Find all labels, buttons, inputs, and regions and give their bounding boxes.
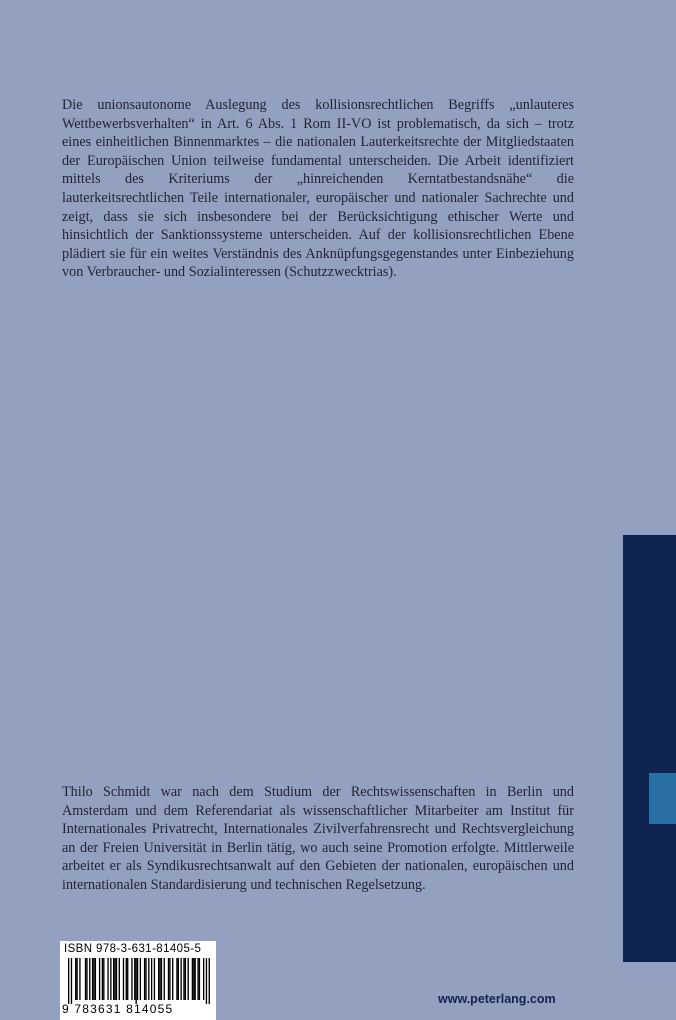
barcode-bar [178,958,179,1000]
barcode-bar [113,958,114,1000]
barcode-bars [68,958,210,1004]
barcode-bar [92,958,93,1000]
barcode-bar [71,958,72,1004]
barcode-bar [86,958,87,1000]
barcode-bar [192,958,193,1000]
barcode-bar [126,958,127,1000]
barcode-bar [193,958,194,1000]
barcode-bar [137,958,138,1000]
barcode-bar [169,958,170,1000]
barcode-bar [89,958,90,1000]
barcode-bar [172,958,173,1000]
barcode-bar [103,958,104,1000]
barcode-bar [188,958,189,1000]
barcode-bar [116,958,117,1000]
barcode-bar [168,958,169,1000]
barcode-bar [159,958,160,1000]
barcode-bar [75,958,76,1000]
barcode-bar [164,958,165,1000]
barcode-bar [99,958,100,1000]
barcode-bar [180,958,181,1000]
barcode-bar [114,958,115,1000]
barcode-bar [95,958,96,1000]
author-biography: Thilo Schmidt war nach dem Studium der Rechtswissenschaften in Berlin und Amsterdam und dem Referendariat als wissenschaftlicher Mitarbeiter am Institut für Internationales Privatrecht, Internationales Zivilverfahrensrecht und Rechtsvergleichung an der Freien Universität in Berlin tätig, wo auch seine Promotion erfolgte. Mittlerweile arbeitet er als Syndikusrechtsanwalt auf den Gebieten der nationalen, europäischen und internationalen Standardisierung und technischen Regelsetzung. [62,784,574,893]
barcode-bar [79,958,80,1000]
barcode-bar [119,958,120,1000]
barcode-digits: 9 783631 814055 [62,1002,174,1016]
isbn-barcode [60,941,216,1020]
barcode-bar [183,958,184,1000]
barcode-bar [176,958,177,1000]
barcode-bar [131,958,132,1000]
barcode-bar [151,958,152,1000]
barcode-bar [199,958,200,1000]
barcode-bar [85,958,86,1000]
decorative-band-light [649,773,676,824]
barcode-bar [107,958,108,1000]
barcode-bar [158,958,159,1000]
barcode-bar [161,958,162,1000]
barcode-bar [203,958,204,1000]
barcode-bar [76,958,77,1000]
barcode-bar [209,958,210,1004]
barcode-bar [93,958,94,1000]
barcode-bar [197,958,198,1000]
barcode-bar [195,958,196,1000]
barcode-bar [144,958,145,1000]
barcode-bar [68,958,69,1004]
barcode-bar [123,958,124,1000]
isbn-label: ISBN 978-3-631-81405-5 [64,943,202,955]
barcode-bar [206,958,207,1004]
barcode-bar [102,958,103,1000]
barcode-bar [154,958,155,1000]
decorative-band-dark [623,535,676,962]
barcode-bar [148,958,149,1000]
barcode-bar [134,958,135,1000]
back-cover-blurb: Die unionsautonome Auslegung des kollisionsrechtlichen Begriffs „unlauteres Wettbewerbsverhalten“ in Art. 6 Abs. 1 Rom II-VO ist problematisch, da sich – trotz eines einheitlichen Binnenmarktes – die nationalen Lauterkeitsrechte der Mitgliedstaaten der Europäischen Union teilweise fundamental unterscheiden. Die Arbeit identifiziert mittels des Kriteriums der „hinreichenden Kerntatbestandsnähe“ die lauterkeitsrechtlichen Teile internationaler, europäischer und nationaler Sachrechte und zeigt, dass sie sich insbesondere bei der Berücksichtigung ethischer Werte und hinsichtlich der Sanktionssysteme unterscheiden. Auf der kollisionsrechtlichen Ebene plädiert sie für ein weites Verständnis des Anknüpfungsgegenstandes unter Einbeziehung von Verbraucher- und Sozialinteressen (Schutzzwecktrias). [62,97,574,281]
publisher-url: www.peterlang.com [438,992,556,1006]
barcode-bar [135,958,136,1004]
barcode-bar [145,958,146,1000]
barcode-bar [185,958,186,1000]
barcode-bar [110,958,111,1000]
barcode-bar [127,958,128,1000]
barcode-bar [140,958,141,1000]
